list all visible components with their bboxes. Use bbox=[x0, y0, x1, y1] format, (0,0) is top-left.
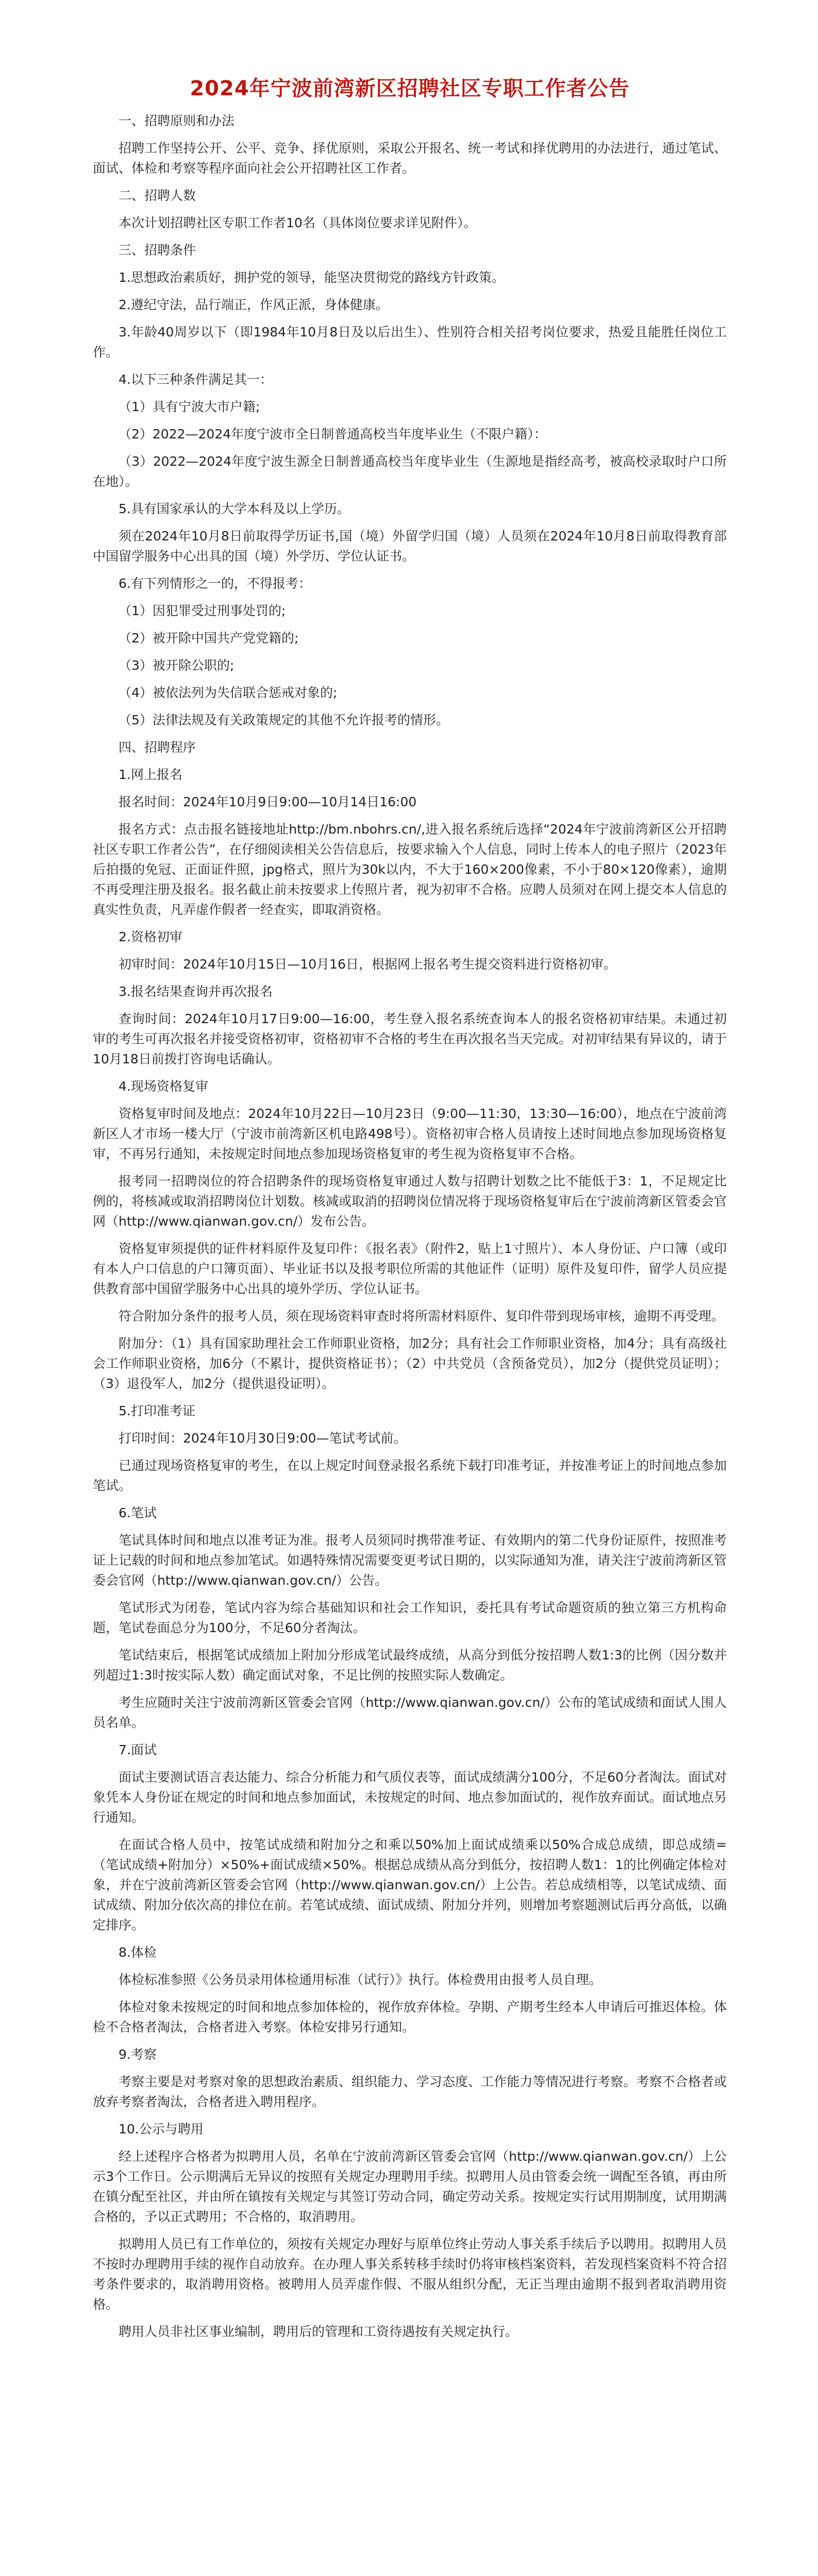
paragraph: 4.以下三种条件满足其一： bbox=[119, 372, 273, 387]
paragraph: 面试主要测试语言表达能力、综合分析能力和气质仪表等，面试成绩满分100分，不足60分者淘汰。面试对象凭本人身份证在规定的时间和地点参加面试，未按规定的时间、地点参加面试的，视作放弃面试。面试地点另行通知。 bbox=[93, 1770, 727, 1825]
paragraph: 8.体检 bbox=[119, 1945, 157, 1960]
section-heading: 四、招聘程序 bbox=[119, 740, 196, 755]
paragraph: 报考同一招聘岗位的符合招聘条件的现场资格复审通过人数与招聘计划数之比不能低于3：1，不足规定比例的，将核减或取消招聘岗位计划数。核减或取消的招聘岗位情况将于现场资格复审后在宁波前湾新区管委会官网（http://www.qianwan.gov.cn/）发布公告。 bbox=[93, 1174, 727, 1229]
paragraph: 报名时间：2024年10月9日9:00—10月14日16:00 bbox=[119, 794, 417, 809]
section-heading: 三、招聘条件 bbox=[119, 243, 196, 258]
paragraph: 5.打印准考证 bbox=[119, 1403, 195, 1418]
paragraph: 资格复审时间及地点：2024年10月22日—10月23日（9:00—11:30，13:30—16:00），地点在宁波前湾新区人才市场一楼大厅（宁波市前湾新区机电路498号）。资格初审合格人员请按上述时间地点参加现场资格复审，不再另行通知，未按规定时间地点参加现场资格复审的考生视为资格复审不合格。 bbox=[93, 1106, 727, 1161]
paragraph: 符合附加分条件的报考人员，须在现场资料审查时将所需材料原件、复印件带到现场审核，逾期不再受理。 bbox=[119, 1309, 725, 1324]
paragraph: 笔试具体时间和地点以准考证为准。报考人员须同时携带准考证、有效期内的第二代身份证原件，按照准考证上记载的时间和地点参加笔试。如遇特殊情况需要变更考试日期的，以实际通知为准，请关注宁波前湾新区管委会官网（http://www.qianwan.gov.cn/）公告。 bbox=[93, 1533, 727, 1588]
paragraph: 1.网上报名 bbox=[119, 767, 182, 782]
paragraph: 3.报名结果查询并再次报名 bbox=[119, 984, 273, 999]
paragraph: 考察主要是对考察对象的思想政治素质、组织能力、学习态度、工作能力等情况进行考察。考察不合格者或放弃考察者淘汰，合格者进入聘用程序。 bbox=[93, 2074, 727, 2109]
paragraph: 6.有下列情形之一的，不得报考： bbox=[119, 576, 311, 591]
paragraph: 7.面试 bbox=[119, 1742, 157, 1757]
paragraph: 经上述程序合格者为拟聘用人员，名单在宁波前湾新区管委会官网（http://www.qianwan.gov.cn/）上公示3个工作日。公示期满后无异议的按照有关规定办理聘用手续。拟聘用人员由管委会统一调配至各镇，再由所在镇分配至社区，并由所在镇按有关规定与其签订劳动合同，确定劳动关系。按规定实行试用期制度，试用期满合格的，予以正式聘用；不合格的，取消聘用。 bbox=[93, 2149, 727, 2224]
paragraph: （4）被依法列为失信联合惩戒对象的; bbox=[119, 685, 338, 700]
paragraph: 10.公示与聘用 bbox=[119, 2122, 204, 2137]
paragraph: 查询时间：2024年10月17日9:00—16:00，考生登入报名系统查询本人的报名资格初审结果。未通过初审的考生可再次报名并接受资格初审，资格初审不合格的考生在再次报名当天完成。对初审结果有异议的，请于10月18日前拨打咨询电话确认。 bbox=[93, 1011, 727, 1066]
paragraph: 本次计划招聘社区专职工作者10名（具体岗位要求详见附件）。 bbox=[119, 215, 477, 230]
paragraph: 体检标准参照《公务员录用体检通用标准（试行）》执行。体检费用由报考人员自理。 bbox=[119, 1972, 602, 1987]
page-title: 2024年宁波前湾新区招聘社区专职工作者公告 bbox=[190, 77, 630, 100]
paragraph: 笔试结束后，根据笔试成绩加上附加分形成笔试最终成绩，从高分到低分按招聘人数1:3的比例（因分数并列超过1:3时按实际人数）确定面试对象，不足比例的按照实际人数确定。 bbox=[93, 1648, 727, 1683]
paragraph: 拟聘用人员已有工作单位的，须按有关规定办理好与原单位终止劳动人事关系手续后予以聘用。拟聘用人员不按时办理聘用手续的视作自动放弃。在办理人事关系转移手续时仍将审核档案资料，若发现档案资料不符合招考条件要求的，取消聘用资格。被聘用人员弄虚作假、不服从组织分配，无正当理由逾期不报到者取消聘用资格。 bbox=[93, 2236, 727, 2312]
paragraph: 笔试形式为闭卷，笔试内容为综合基础知识和社会工作知识，委托具有考试命题资质的独立第三方机构命题，笔试卷面总分为100分，不足60分者淘汰。 bbox=[93, 1600, 727, 1635]
paragraph: 3.年龄40周岁以下（即1984年10月8日及以后出生）、性别符合相关招考岗位要求，热爱且能胜任岗位工作。 bbox=[93, 325, 727, 360]
paragraph: （5）法律法规及有关政策规定的其他不允许报考的情形。 bbox=[119, 713, 449, 727]
paragraph: （1）因犯罪受过刑事处罚的; bbox=[119, 603, 286, 618]
paragraph: 初审时间：2024年10月15日—10月16日，根据网上报名考生提交资料进行资格初审。 bbox=[119, 957, 616, 972]
paragraph: 考生应随时关注宁波前湾新区管委会官网（http://www.qianwan.gov.cn/）公布的笔试成绩和面试人围人员名单。 bbox=[93, 1695, 727, 1730]
paragraph: 招聘工作坚持公开、公平、竞争、择优原则，采取公开报名、统一考试和择优聘用的办法进行，通过笔试、面试、体检和考察等程序面向社会公开招聘社区工作者。 bbox=[93, 141, 727, 176]
paragraph: 体检对象未按规定的时间和地点参加体检的，视作放弃体检。孕期、产期考生经本人申请后可推迟体检。体检不合格者淘汰，合格者进入考察。体检安排另行通知。 bbox=[93, 1999, 727, 2035]
paragraph: （3）被开除公职的; bbox=[119, 658, 235, 673]
paragraph: 1.思想政治素质好，拥护党的领导，能坚决贯彻党的路线方针政策。 bbox=[119, 270, 505, 285]
paragraph: 资格复审须提供的证件材料原件及复印件：《报名表》（附件2，贴上1寸照片）、本人身份证、户口簿（或印有本人户口信息的户口簿页面）、毕业证书以及报考职位所需的其他证件（证明）原件及复印件，留学人员应提供教育部中国留学服务中心出具的境外学历、学位认证书。 bbox=[93, 1241, 727, 1296]
section-heading: 二、招聘人数 bbox=[119, 188, 196, 203]
paragraph: 2.遵纪守法，品行端正，作风正派，身体健康。 bbox=[119, 297, 389, 312]
announcement-page bbox=[93, 0, 727, 2349]
paragraph: 已通过现场资格复审的考生，在以上规定时间登录报名系统下载打印准考证，并按准考证上的时间地点参加笔试。 bbox=[93, 1458, 727, 1493]
paragraph: 9.考察 bbox=[119, 2047, 157, 2062]
paragraph: 打印时间：2024年10月30日9:00—笔试考试前。 bbox=[119, 1431, 407, 1446]
paragraph: 附加分：（1）具有国家助理社会工作师职业资格，加2分；具有社会工作师职业资格，加4分；具有高级社会工作师职业资格，加6分（不累计，提供资格证书）；（2）中共党员（含预备党员），加2分（提供党员证明）；（3）退役军人，加2分（提供退役证明）。 bbox=[93, 1336, 727, 1391]
paragraph: （1）具有宁波大市户籍; bbox=[119, 399, 260, 414]
paragraph: （2）2022—2024年度宁波市全日制普通高校当年度毕业生（不限户籍）： bbox=[119, 427, 547, 442]
paragraph: 在面试合格人员中，按笔试成绩和附加分之和乘以50%加上面试成绩乘以50%合成总成绩，即总成绩=（笔试成绩+附加分）×50%+面试成绩×50%。根据总成绩从高分到低分，按招聘人数1：1的比例确定体检对象，并在宁波前湾新区管委会官网（http://www.qianwan.gov.cn/）上公告。若总成绩相等，以笔试成绩、面试成绩、附加分依次高的排位在前。若笔试成绩、面试成绩、附加分并列，则增加考察题测试后再分高低，以确定排序。 bbox=[93, 1837, 727, 1933]
paragraph: 须在2024年10月8日前取得学历证书,国（境）外留学归国（境）人员须在2024年10月8日前取得教育部中国留学服务中心出具的国（境）外学历、学位认证书。 bbox=[93, 529, 727, 564]
section-heading: 一、招聘原则和办法 bbox=[119, 113, 235, 128]
paragraph: 2.资格初审 bbox=[119, 929, 182, 944]
paragraph: 报名方式：点击报名链接地址http://bm.nbohrs.cn/,进入报名系统后选择“2024年宁波前湾新区公开招聘社区专职工作者公告”，在仔细阅读相关公告信息后，按要求输入个人信息，同时上传本人的电子照片（2023年后拍摄的免冠、正面证件照，jpg格式，照片为30k以内，不大于160×200像素，不小于80×120像素），逾期不再受理注册及报名。报名截止前未按要求上传照片者，视为初审不合格。应聘人员须对在网上提交本人信息的真实性负责，凡弄虚作假者一经查实，即取消资格。 bbox=[93, 822, 727, 917]
paragraph: （2）被开除中国共产党党籍的; bbox=[119, 631, 299, 646]
paragraph: 5.具有国家承认的大学本科及以上学历。 bbox=[119, 501, 350, 516]
paragraph: 6.笔试 bbox=[119, 1505, 157, 1520]
announcement-body bbox=[93, 111, 727, 2349]
paragraph: （3）2022—2024年度宁波生源全日制普通高校当年度毕业生（生源地是指经高考，被高校录取时户口所在地）。 bbox=[93, 454, 727, 489]
paragraph: 4.现场资格复审 bbox=[119, 1079, 208, 1094]
paragraph: 聘用人员非社区事业编制，聘用后的管理和工资待遇按有关规定执行。 bbox=[119, 2324, 519, 2339]
